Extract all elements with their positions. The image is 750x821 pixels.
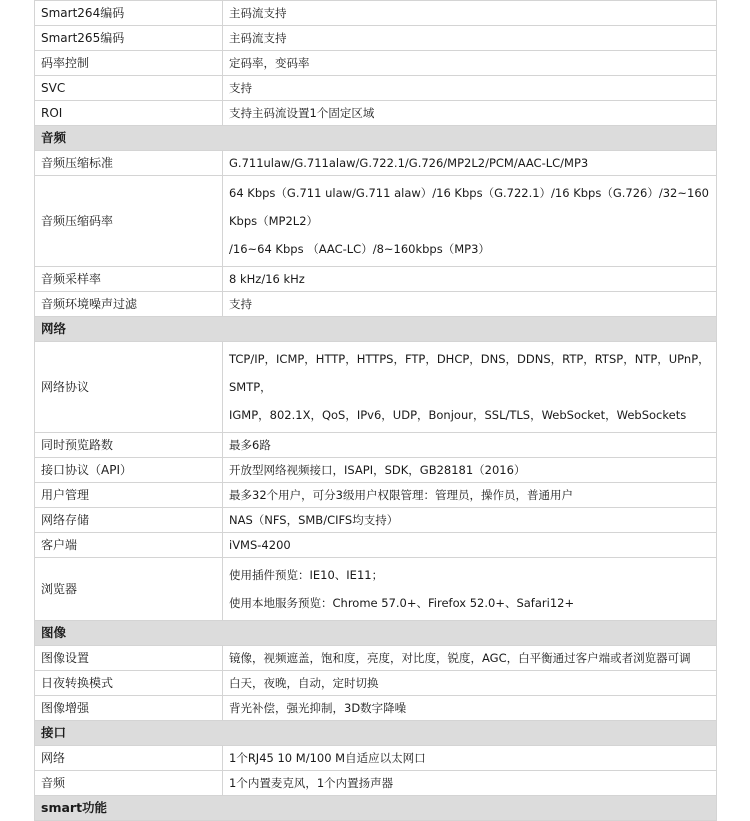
spec-label: SVC	[35, 76, 223, 101]
section-title: 图像	[35, 621, 717, 646]
spec-label: ROI	[35, 101, 223, 126]
section-header-row	[35, 621, 717, 646]
spec-value	[223, 696, 717, 721]
spec-value-line: 1个内置麦克风，1个内置扬声器	[229, 776, 394, 790]
spec-value	[223, 746, 717, 771]
spec-row	[35, 508, 717, 533]
spec-value	[223, 533, 717, 558]
spec-value	[223, 483, 717, 508]
spec-value	[223, 101, 717, 126]
spec-value-line: 1个RJ45 10 M/100 M自适应以太网口	[229, 751, 426, 765]
spec-row	[35, 101, 717, 126]
spec-value-line: 使用插件预览：IE10、IE11；	[229, 568, 384, 582]
spec-value	[223, 671, 717, 696]
spec-label: 浏览器	[35, 558, 223, 621]
spec-value	[223, 176, 717, 267]
spec-table	[34, 0, 717, 821]
spec-value-line: iVMS-4200	[229, 538, 291, 552]
spec-value	[223, 771, 717, 796]
spec-label: 用户管理	[35, 483, 223, 508]
spec-value	[223, 267, 717, 292]
spec-value-line: 开放型网络视频接口，ISAPI，SDK，GB28181（2016）	[229, 463, 526, 477]
spec-value	[223, 76, 717, 101]
spec-value	[223, 51, 717, 76]
spec-row	[35, 533, 717, 558]
spec-row	[35, 1, 717, 26]
spec-value-line: NAS（NFS，SMB/CIFS均支持）	[229, 513, 399, 527]
spec-value-line: 支持	[229, 297, 252, 311]
spec-label: 接口协议（API）	[35, 458, 223, 483]
section-header-row	[35, 721, 717, 746]
spec-value	[223, 558, 717, 621]
spec-row	[35, 646, 717, 671]
spec-label: 音频压缩码率	[35, 176, 223, 267]
spec-value-line: 支持主码流设置1个固定区域	[229, 106, 375, 120]
spec-label: 日夜转换模式	[35, 671, 223, 696]
spec-row	[35, 671, 717, 696]
spec-row	[35, 292, 717, 317]
spec-row	[35, 76, 717, 101]
spec-row	[35, 696, 717, 721]
spec-value-line: /16~64 Kbps （AAC-LC）/8~160kbps（MP3）	[229, 242, 490, 256]
section-title: 音频	[35, 126, 717, 151]
spec-value	[223, 458, 717, 483]
section-header-row	[35, 796, 717, 821]
spec-value-line: 白天，夜晚，自动，定时切换	[229, 676, 379, 690]
spec-value	[223, 508, 717, 533]
spec-value-line: 8 kHz/16 kHz	[229, 272, 305, 286]
spec-value-line: 最多32个用户，可分3级用户权限管理：管理员，操作员，普通用户	[229, 488, 573, 502]
spec-value	[223, 26, 717, 51]
spec-label: 同时预览路数	[35, 433, 223, 458]
spec-row	[35, 771, 717, 796]
spec-row	[35, 342, 717, 433]
section-header-row	[35, 317, 717, 342]
spec-row	[35, 26, 717, 51]
spec-label: 网络存储	[35, 508, 223, 533]
section-header-row	[35, 126, 717, 151]
spec-row	[35, 433, 717, 458]
spec-value	[223, 646, 717, 671]
spec-label: 图像设置	[35, 646, 223, 671]
spec-value	[223, 1, 717, 26]
spec-label: 网络协议	[35, 342, 223, 433]
spec-value-line: 定码率，变码率	[229, 56, 310, 70]
spec-value	[223, 342, 717, 433]
spec-row	[35, 51, 717, 76]
spec-row	[35, 267, 717, 292]
spec-row	[35, 151, 717, 176]
spec-value-line: 64 Kbps（G.711 ulaw/G.711 alaw）/16 Kbps（G.722.1）/16 Kbps（G.726）/32~160 Kbps（MP2L2）	[229, 186, 709, 228]
section-title: smart功能	[35, 796, 717, 821]
spec-value-line: G.711ulaw/G.711alaw/G.722.1/G.726/MP2L2/PCM/AAC-LC/MP3	[229, 156, 589, 170]
spec-label: 网络	[35, 746, 223, 771]
spec-value	[223, 433, 717, 458]
spec-value-line: TCP/IP，ICMP，HTTP，HTTPS，FTP，DHCP，DNS，DDNS，RTP，RTSP，NTP，UPnP，SMTP，	[229, 352, 710, 394]
section-title: 接口	[35, 721, 717, 746]
spec-row	[35, 458, 717, 483]
spec-value-line: 镜像，视频遮盖，饱和度，亮度，对比度，锐度，AGC，白平衡通过客户端或者浏览器可调	[229, 651, 691, 665]
spec-value-line: 使用本地服务预览：Chrome 57.0+、Firefox 52.0+、Safari12+	[229, 596, 575, 610]
spec-row	[35, 746, 717, 771]
spec-value	[223, 292, 717, 317]
spec-label: 图像增强	[35, 696, 223, 721]
spec-value-line: 最多6路	[229, 438, 271, 452]
spec-row	[35, 483, 717, 508]
spec-row	[35, 176, 717, 267]
spec-value-line: 背光补偿，强光抑制，3D数字降噪	[229, 701, 407, 715]
section-title: 网络	[35, 317, 717, 342]
spec-label: 码率控制	[35, 51, 223, 76]
spec-label: 音频	[35, 771, 223, 796]
spec-value	[223, 151, 717, 176]
spec-value-line: 支持	[229, 81, 252, 95]
spec-table-body	[35, 0, 717, 821]
spec-label: 客户端	[35, 533, 223, 558]
spec-label: Smart264编码	[35, 1, 223, 26]
spec-row	[35, 558, 717, 621]
spec-label: Smart265编码	[35, 26, 223, 51]
spec-value-line: 主码流支持	[229, 6, 287, 20]
spec-label: 音频环境噪声过滤	[35, 292, 223, 317]
spec-label: 音频压缩标准	[35, 151, 223, 176]
spec-value-line: 主码流支持	[229, 31, 287, 45]
spec-value-line: IGMP，802.1X，QoS，IPv6，UDP，Bonjour，SSL/TLS，WebSocket，WebSockets	[229, 408, 687, 422]
spec-label: 音频采样率	[35, 267, 223, 292]
